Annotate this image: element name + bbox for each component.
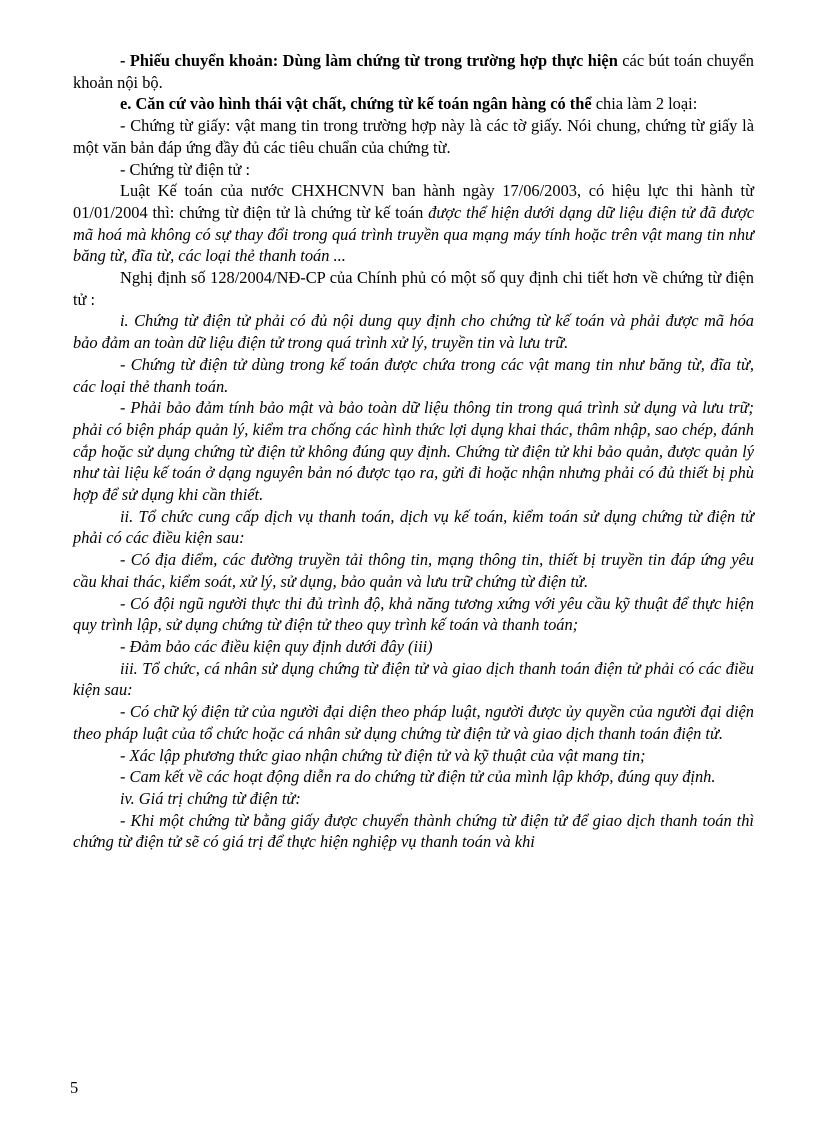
paragraph-rest: chia làm 2 loại: bbox=[591, 94, 698, 114]
paragraph-item-iv-gia-tri: - Khi một chứng từ bằng giấy được chuyển thành chứng từ điện tử để giao dịch thanh toán thì chứng từ điện tử sẽ có giá trị để thực hiện nghiệp vụ thanh toán và khi bbox=[73, 810, 754, 852]
paragraph-luat-ke-toan bbox=[73, 180, 754, 267]
paragraph-item-i: i. Chứng từ điện tử phải có đủ nội dung quy định cho chứng từ kế toán và phải được mã hóa bảo đảm an toàn dữ liệu điện tử trong quá trình xử lý, truyền tin và lưu trữ. bbox=[73, 311, 754, 353]
paragraph-item-iii-cam-ket: - Cam kết về các hoạt động diễn ra do chứng từ điện tử của mình lập khớp, đúng quy định. bbox=[120, 767, 716, 787]
document-body bbox=[73, 50, 754, 853]
paragraph-bold-lead: e. Căn cứ vào hình thái vật chất, chứng từ kế toán ngân hàng có thể bbox=[120, 94, 592, 114]
paragraph-item-ii-dam-bao: - Đảm bảo các điều kiện quy định dưới đây (iii) bbox=[120, 636, 433, 656]
paragraph-heading-e bbox=[73, 93, 754, 115]
paragraph-item-ii: ii. Tổ chức cung cấp dịch vụ thanh toán, dịch vụ kế toán, kiểm toán sử dụng chứng từ điện tử phải có các điều kiện sau: bbox=[73, 506, 754, 548]
paragraph-italic-part: được thể hiện dưới dạng dữ liệu điện tử đã được mã hoá mà không có sự thay đổi trong quá trình truyền qua mạng máy tính hoặc trên vật mang tin như băng từ, đĩa từ, các loại thẻ thanh toán ... bbox=[73, 202, 755, 266]
paragraph-phieu-chuyen-khoan bbox=[73, 50, 754, 93]
paragraph-chung-tu-dien-tu-label: - Chứng từ điện tử : bbox=[120, 159, 250, 179]
paragraph-normal-part: Luật Kế toán của nước CHXHCNVN ban hành ngày 17/06/2003, có hiệu lực thi hành từ 01/01/2004 thì: chứng từ điện tử là chứng từ kế toán bbox=[73, 181, 754, 222]
paragraph-nghi-dinh: Nghị định số 128/2004/NĐ-CP của Chính phủ có một số quy định chi tiết hơn về chứng từ điện tử : bbox=[73, 268, 754, 309]
paragraph-item-iii-chu-ky: - Có chữ ký điện tử của người đại diện theo pháp luật, người được ủy quyền của người đại diện theo pháp luật của tổ chức hoặc cá nhân sử dụng chứng từ điện tử và giao dịch thanh toán điện tử. bbox=[73, 702, 754, 743]
paragraph-item-iv: iv. Giá trị chứng từ điện tử: bbox=[120, 788, 301, 808]
paragraph-item-ii-dia-diem: - Có địa điểm, các đường truyền tải thông tin, mạng thông tin, thiết bị truyền tin đáp ứng yêu cầu khai thác, kiểm soát, xử lý, sử dụng, bảo quản và lưu trữ chứng từ điện tử. bbox=[73, 550, 754, 591]
paragraph-bold-lead: - Phiếu chuyển khoản: Dùng làm chứng từ trong trường hợp thực hiện bbox=[120, 51, 618, 70]
paragraph-item-iii: iii. Tổ chức, cá nhân sử dụng chứng từ điện tử và giao dịch thanh toán điện tử phải có các điều kiện sau: bbox=[73, 658, 754, 700]
paragraph-item-ii-doi-ngu: - Có đội ngũ người thực thi đủ trình độ, khả năng tương xứng với yêu cầu kỹ thuật để thực hiện quy trình lập, sử dụng chứng từ điện tử theo quy trình kế toán và thanh toán; bbox=[73, 593, 754, 635]
paragraph-rest: các bút toán chuyển khoản nội bộ. bbox=[73, 51, 754, 92]
paragraph-chung-tu-giay: - Chứng từ giấy: vật mang tin trong trường hợp này là các tờ giấy. Nói chung, chứng từ giấy là một văn bản đáp ứng đầy đủ các tiêu chuẩn của chứng từ. bbox=[73, 116, 754, 157]
paragraph-item-iii-xac-lap: - Xác lập phương thức giao nhận chứng từ điện tử và kỹ thuật của vật mang tin; bbox=[120, 745, 646, 765]
paragraph-item-i-vat-mang-tin: - Chứng từ điện tử dùng trong kế toán được chứa trong các vật mang tin như băng từ, đĩa từ, các loại thẻ thanh toán. bbox=[73, 354, 754, 396]
page-number: 5 bbox=[70, 1078, 79, 1097]
paragraph-item-i-bao-mat: - Phải bảo đảm tính bảo mật và bảo toàn dữ liệu thông tin trong quá trình sử dụng và lưu trữ; phải có biện pháp quản lý, kiểm tra chống các hình thức lợi dụng khai thác, thâm nhập, sao chép, đánh cắp hoặc sử dụng chứng từ điện tử không đúng quy định. Chứng từ điện tử khi bảo quản, được quản lý như tài liệu kế toán ở dạng nguyên bản nó được tạo ra, gửi đi hoặc nhận nhưng phải có đủ thiết bị phù hợp để sử dụng khi cần thiết. bbox=[73, 398, 754, 505]
